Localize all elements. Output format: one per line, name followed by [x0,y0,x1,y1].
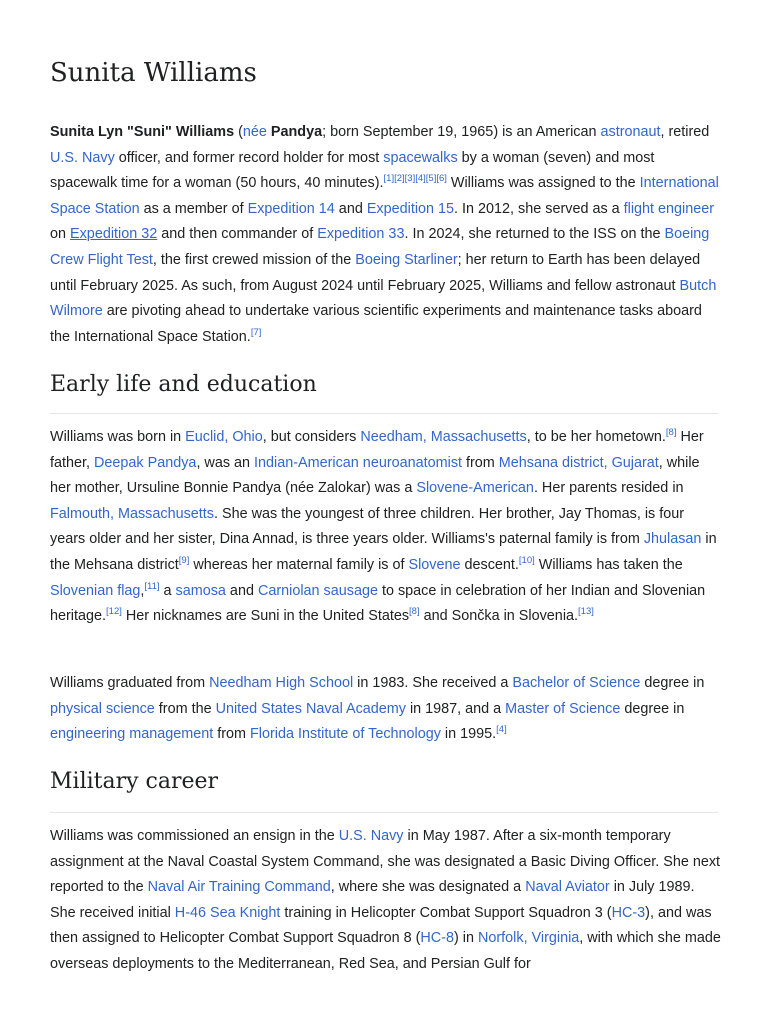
text: ), and was then assigned to Helicopter Combat Support Squadron 8 ( [50,904,712,947]
text: , to be her hometown. [526,429,666,445]
text: . In 2012, she served as a [454,200,624,217]
text: officer, and former record holder for most [114,149,384,166]
link-boeing-starliner[interactable]: Boeing Starliner [355,251,458,268]
link-physical-science[interactable]: physical science [50,700,155,717]
link-naval-air-training-command[interactable]: Naval Air Training Command [147,879,331,896]
link-slovene-american[interactable]: Slovene-American [416,480,534,497]
citation-5[interactable]: [5] [425,173,437,185]
intro-paragraph [50,120,722,350]
page-title: Sunita Williams [50,58,257,88]
link-spacewalks[interactable]: spacewalks [383,149,458,166]
link-astronaut[interactable]: astronaut [600,124,661,140]
text: in 1995. [440,726,497,743]
text: . She was the youngest of three children. Her brother, Jay Thomas, is four years older and her sister, Dina Annad, is three years older. Williams's paternal family is from [50,505,685,548]
link-hc3[interactable]: HC-3 [611,904,646,921]
text: Williams has taken the [534,556,683,573]
text: from [213,726,250,743]
text: , while her mother, Ursuline Bonnie Pandya (née Zalokar) was a [50,454,700,497]
link-us-navy-military[interactable]: U.S. Navy [338,828,404,844]
link-florida-institute-of-technology[interactable]: Florida Institute of Technology [250,726,441,743]
text: are pivoting ahead to undertake various scientific experiments and maintenance tasks aboard the International Space Station. [50,303,702,345]
text: , where she was designated a [330,879,526,896]
citation-12[interactable]: [12] [106,606,122,618]
text: in July 1989. She received initial [50,879,695,921]
text: and then commander of [157,226,318,243]
link-samosa[interactable]: samosa [175,582,226,599]
link-butch-wilmore[interactable]: Butch Wilmore [50,277,717,320]
text: , [140,582,145,599]
text: to space in celebration of her Indian and Slovenian heritage. [50,582,706,625]
early-life-paragraph [50,425,722,630]
section-divider [50,413,718,414]
link-slovenian-flag[interactable]: Slovenian flag [50,582,141,599]
text: Williams was commissioned an ensign in the [50,828,339,844]
link-falmouth[interactable]: Falmouth, Massachusetts [50,505,214,522]
link-expedition-33[interactable]: Expedition 33 [317,226,405,243]
text: as a member of [139,200,248,217]
citation-6[interactable]: [6] [436,173,447,185]
text: , with which she made overseas deployments to the Mediterranean, Red Sea, and Persian Gulf for [50,930,721,972]
text: , the first crewed mission of the [152,251,356,268]
citation-9[interactable]: [9] [178,554,190,566]
military-paragraph [50,824,722,978]
text: in the Mehsana district [50,531,717,573]
link-flight-engineer[interactable]: flight engineer [623,200,715,217]
text: by a woman (seven) and most spacewalk time for a woman (50 hours, 40 minutes). [50,149,655,192]
link-nee[interactable]: née [242,124,267,140]
link-boeing-crew-flight-test[interactable]: Boeing Crew Flight Test [50,226,710,268]
text: Her father, [50,429,704,471]
text: a [159,582,176,599]
text: Williams was assigned to the [446,175,640,192]
citation-7[interactable]: [7] [250,326,262,338]
text: degree in [640,675,705,691]
link-naval-aviator[interactable]: Naval Aviator [525,879,610,896]
link-iss[interactable]: International Space Station [50,175,719,217]
text: Williams graduated from [50,675,210,691]
education-paragraph [50,671,722,748]
citation-4[interactable]: [4] [415,173,426,185]
section-divider [50,812,718,813]
subject-name: Sunita Lyn "Suni" Williams [50,124,235,140]
citation-10[interactable]: [10] [518,554,535,566]
link-mehsana-district[interactable]: Mehsana district, Gujarat [498,454,659,471]
citation-1[interactable]: [1] [383,173,395,185]
text: in May 1987. After a six-month temporary assignment at the Naval Coastal System Command, she was designated a Basic Diving Officer. She next reported to the [50,828,721,896]
text: . Her parents resided in [533,480,684,497]
text: and [225,582,258,599]
link-euclid-ohio[interactable]: Euclid, Ohio [185,429,263,445]
text: , retired [660,124,710,140]
text: Williams was born in [50,429,186,445]
link-carniolan-sausage[interactable]: Carniolan sausage [257,582,378,599]
link-neuroanatomist[interactable]: Indian-American neuroanatomist [254,454,463,471]
text: , but considers [262,429,361,445]
text: ( [234,124,243,140]
link-master-of-science[interactable]: Master of Science [505,700,621,717]
text: ; her return to Earth has been delayed until February 2025. As such, from August 2024 until February 2025, Williams and fellow astronaut [50,251,701,294]
link-hc8[interactable]: HC-8 [420,930,454,947]
text: ; born September 19, 1965) is an American [322,124,601,140]
section-heading-early-life: Early life and education [50,372,317,397]
citation-3[interactable]: [3] [404,173,416,185]
link-expedition-15[interactable]: Expedition 15 [366,200,455,217]
text: ) in [453,930,478,947]
link-slovene[interactable]: Slovene [408,556,461,573]
text: and [334,200,367,217]
text: degree in [620,700,685,717]
link-needham-massachusetts[interactable]: Needham, Massachusetts [360,429,527,445]
link-jhulasan[interactable]: Jhulasan [643,531,702,548]
citation-8[interactable]: [8] [665,427,677,438]
link-norfolk-virginia[interactable]: Norfolk, Virginia [477,930,580,947]
text: in 1987, and a [405,700,506,717]
text: descent. [460,556,519,573]
link-bachelor-of-science[interactable]: Bachelor of Science [512,675,641,691]
text: from the [154,700,216,717]
citation-11[interactable]: [11] [144,580,160,592]
text: whereas her maternal family is of [189,556,409,573]
citation-4-education[interactable]: [4] [496,724,507,736]
section-heading-military-career: Military career [50,769,219,794]
link-needham-high-school[interactable]: Needham High School [209,675,354,691]
text: from [462,454,499,471]
text: training in Helicopter Combat Support Squadron 3 ( [280,904,612,921]
text: on [50,226,71,243]
link-expedition-32[interactable]: Expedition 32 [70,226,158,243]
link-h46-sea-knight[interactable]: H-46 Sea Knight [174,904,281,921]
text: , was an [196,454,255,471]
text: . In 2024, she returned to the ISS on the [404,226,665,243]
text: in 1983. She received a [353,675,513,691]
link-deepak-pandya[interactable]: Deepak Pandya [94,454,197,471]
citation-2[interactable]: [2] [394,173,405,185]
citation-13[interactable]: [13] [578,606,594,618]
link-expedition-14[interactable]: Expedition 14 [247,200,335,217]
link-us-navy[interactable]: U.S. Navy [50,149,115,166]
birth-surname: Pandya [270,124,323,140]
link-naval-academy[interactable]: United States Naval Academy [215,700,406,717]
text: Her nicknames are Suni in the United States [121,608,410,625]
citation-8-repeat[interactable]: [8] [409,606,420,618]
text: and Sončka in Slovenia. [419,608,579,625]
link-engineering-management[interactable]: engineering management [50,726,214,743]
